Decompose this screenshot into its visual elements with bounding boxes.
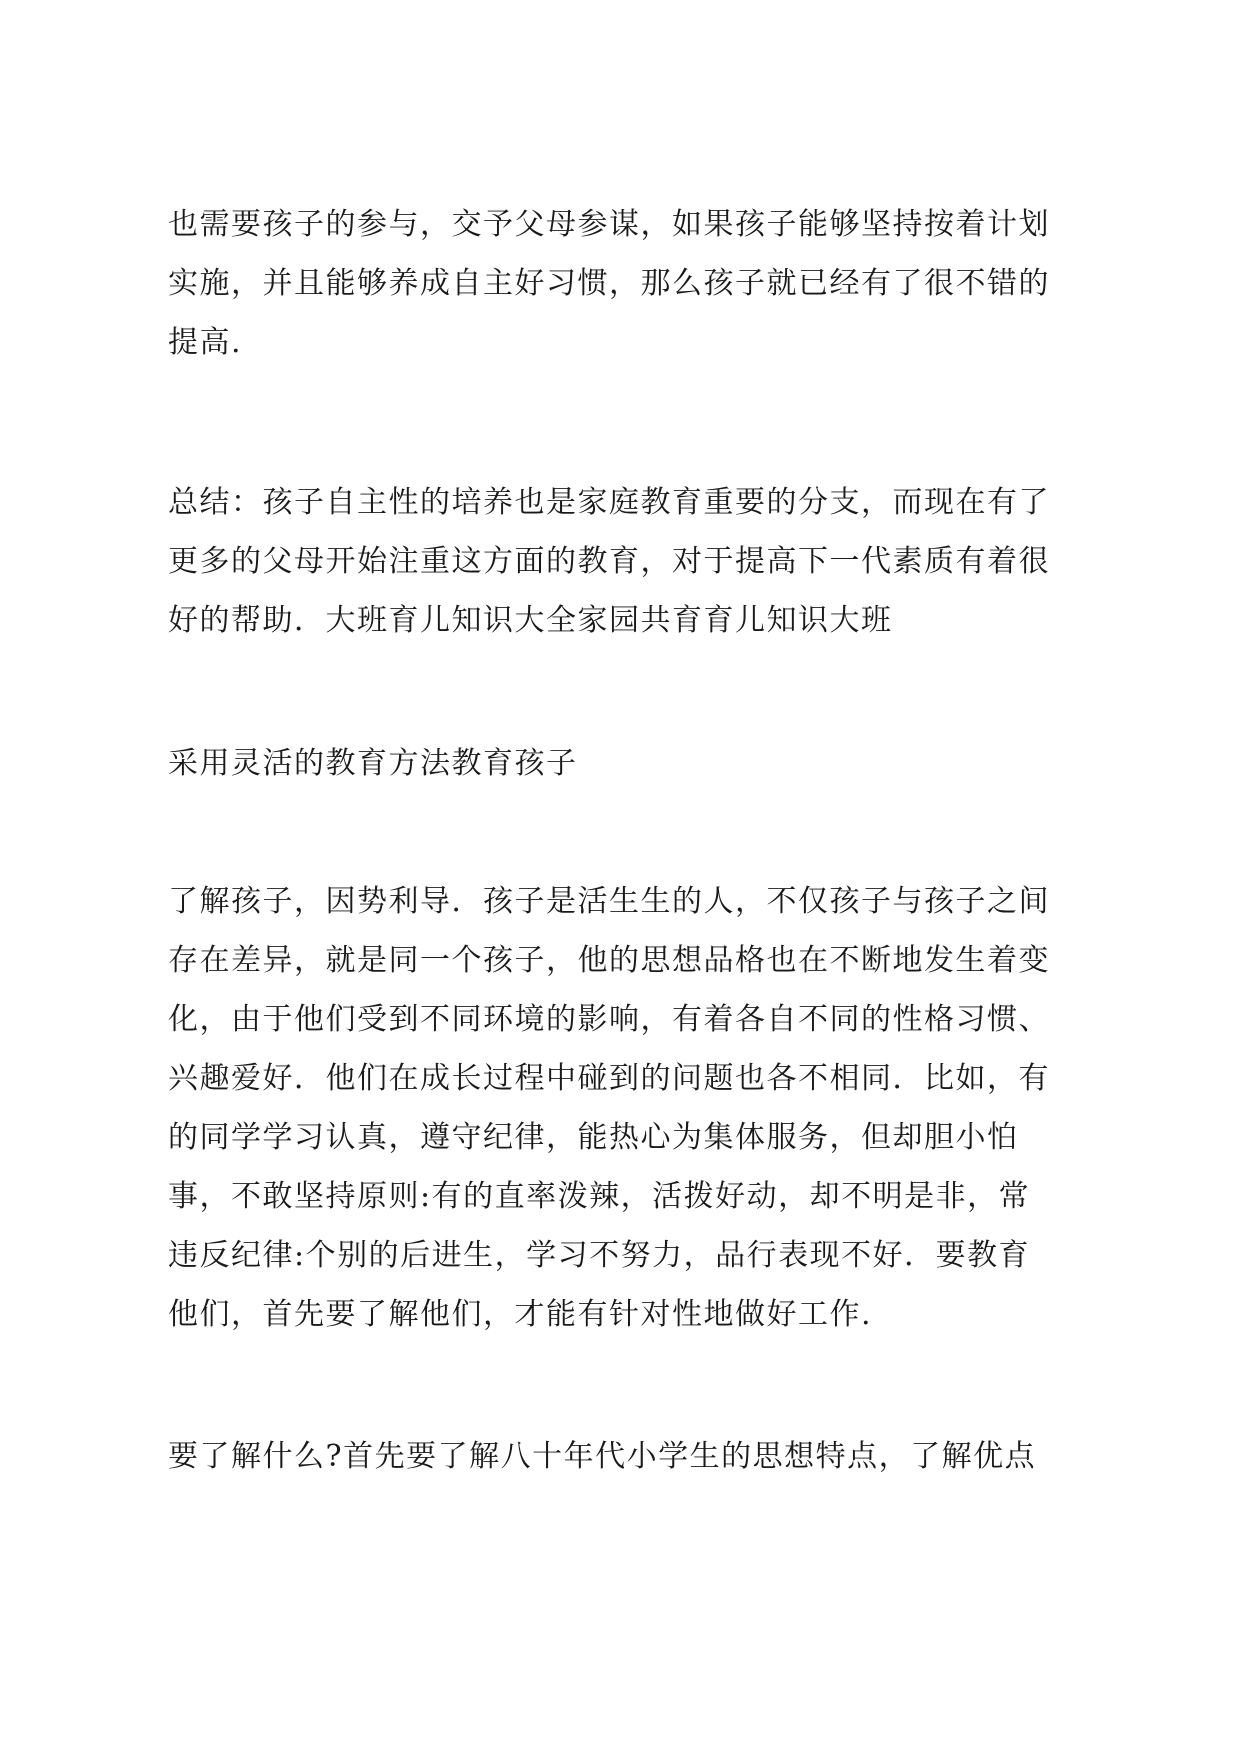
- paragraph-3-line-3: 化，由于他们受到不同环境的影响，有着各自不同的性格习惯、: [168, 1002, 1050, 1037]
- paragraph-2-line-3: 好的帮助．大班育儿知识大全家园共育育儿知识大班: [168, 603, 893, 638]
- paragraph-4-line-1: 要了解什么?首先要了解八十年代小学生的思想特点，了解优点: [168, 1439, 1037, 1474]
- paragraph-1-line-3: 提高.: [168, 325, 243, 360]
- paragraph-3-line-4: 兴趣爱好．他们在成长过程中碰到的问题也各不相同．比如，有: [168, 1061, 1050, 1096]
- paragraph-3-line-1: 了解孩子，因势利导．孩子是活生生的人，不仅孩子与孩子之间: [168, 884, 1050, 919]
- paragraph-1-line-1: 也需要孩子的参与，交予父母参谋，如果孩子能够坚持按着计划: [168, 207, 1050, 242]
- paragraph-2-line-2: 更多的父母开始注重这方面的教育，对于提高下一代素质有着很: [168, 544, 1050, 579]
- paragraph-3-line-2: 存在差异，就是同一个孩子，他的思想品格也在不断地发生着变: [168, 943, 1050, 978]
- paragraph-3-line-5: 的同学学习认真，遵守纪律，能热心为集体服务，但却胆小怕: [168, 1120, 1019, 1155]
- paragraph-3-line-8: 他们，首先要了解他们，才能有针对性地做好工作.: [168, 1297, 873, 1332]
- paragraph-2-line-1: 总结：孩子自主性的培养也是家庭教育重要的分支，而现在有了: [168, 485, 1050, 520]
- paragraph-1-line-2: 实施，并且能够养成自主好习惯，那么孩子就已经有了很不错的: [168, 266, 1050, 301]
- paragraph-3-line-7: 违反纪律:个别的后进生，学习不努力，品行表现不好．要教育: [168, 1238, 1031, 1273]
- section-heading: 采用灵活的教育方法教育孩子: [168, 746, 578, 781]
- paragraph-3-line-6: 事，不敢坚持原则:有的直率泼辣，活拨好动，却不明是非，常: [168, 1179, 1031, 1214]
